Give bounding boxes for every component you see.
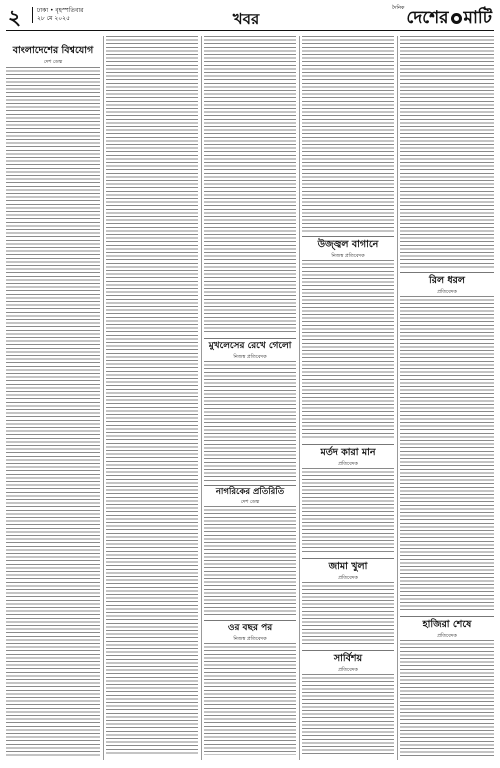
article-divider — [204, 485, 296, 486]
article-heading: বাংলাদেশের বিশ্বযোগ — [12, 45, 94, 56]
brand-logo — [392, 5, 492, 33]
article-heading: নাগরিকের প্রতিরিতি — [215, 487, 285, 497]
article-divider — [302, 650, 394, 651]
article-body — [204, 643, 296, 755]
article-divider — [400, 272, 494, 273]
article-body — [302, 582, 394, 646]
article-heading: সার্বিশয় — [333, 653, 363, 664]
column-rule — [397, 36, 398, 760]
column-5 — [400, 36, 494, 760]
article-heading: হাজিরা শেষে — [422, 619, 472, 630]
article-divider — [302, 558, 394, 559]
article-body — [204, 361, 296, 481]
issue-date-line-2: ২৮ মে ২০২৫ — [37, 15, 70, 22]
article-heading: উজ্জ্বল বাগানে — [317, 239, 379, 250]
article-body — [400, 296, 494, 612]
article-body — [204, 506, 296, 616]
article-divider — [400, 616, 494, 617]
issue-info — [32, 7, 83, 23]
brand-left: দেশের — [406, 8, 449, 28]
brand-right: মাটি — [463, 8, 492, 28]
article-heading: জামা খুলা — [328, 561, 368, 572]
section-title: খবর — [232, 10, 260, 28]
article-byline: প্রতিবেদক — [437, 633, 457, 639]
article-body — [302, 674, 394, 756]
article-divider — [302, 236, 394, 237]
column-4 — [302, 36, 394, 760]
article-byline: দেশ ডেস্ক — [43, 59, 63, 65]
issue-date-line-1: ঢাকা • বৃহস্পতিবার — [37, 7, 84, 14]
article-body — [6, 67, 100, 757]
column-rule — [103, 36, 104, 760]
brand-globe-icon — [451, 13, 462, 24]
column-rule — [201, 36, 202, 760]
brand-prefix: দৈনিক — [391, 5, 405, 11]
article-byline: নিজস্ব প্রতিবেদক — [233, 636, 267, 642]
masthead — [6, 4, 494, 31]
article-byline: প্রতিবেদক — [437, 289, 457, 295]
article-heading: মর্তদ কারা মান — [320, 447, 376, 458]
article-divider — [204, 620, 296, 621]
article-divider — [204, 338, 296, 339]
article-byline: নিজস্ব প্রতিবেদক — [233, 354, 267, 360]
column-1 — [6, 36, 100, 760]
article-body — [302, 36, 394, 232]
article-body — [302, 468, 394, 554]
article-heading: রিল ধরল — [429, 275, 465, 286]
column-rule — [299, 36, 300, 760]
article-body — [400, 36, 494, 268]
article-byline: দেশ ডেস্ক — [240, 499, 260, 505]
article-body — [400, 640, 494, 756]
article-body — [204, 36, 296, 334]
newspaper-page — [6, 4, 494, 764]
article-byline: নিজস্ব প্রতিবেদক — [331, 253, 365, 259]
article-byline: প্রতিবেদক — [338, 667, 358, 673]
article-byline: প্রতিবেদক — [338, 575, 358, 581]
column-2 — [106, 36, 198, 760]
article-heading: মুখলেসের রেখে গেলো — [208, 341, 292, 351]
article-heading: ওর বছর পর — [227, 623, 273, 633]
article-divider — [302, 444, 394, 445]
article-byline: প্রতিবেদক — [338, 461, 358, 467]
page-number: ২ — [8, 5, 22, 29]
article-body — [106, 36, 198, 754]
column-3 — [204, 36, 296, 760]
article-body — [302, 260, 394, 440]
